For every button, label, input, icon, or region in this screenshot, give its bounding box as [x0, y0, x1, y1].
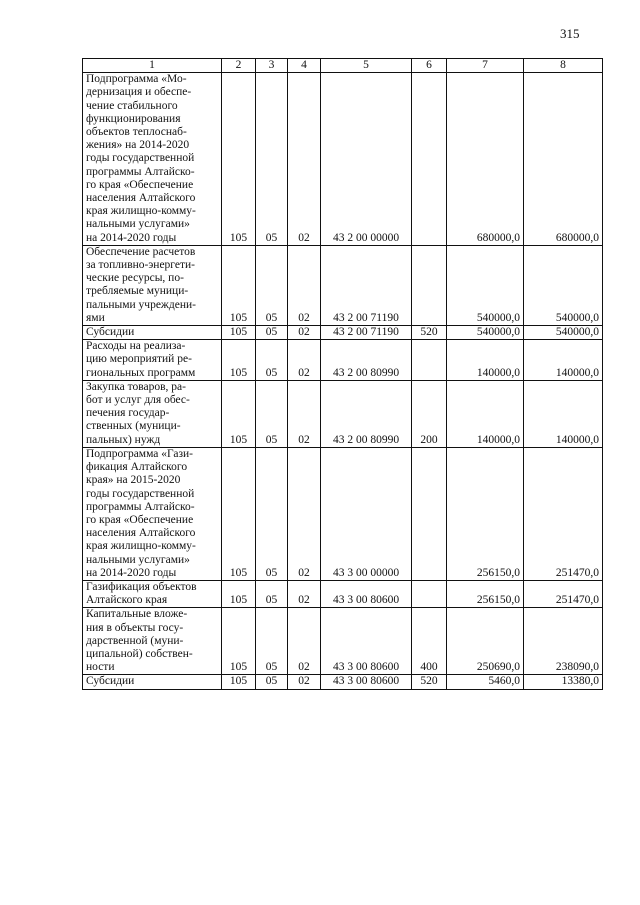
row-name-cell: Газификация объектов Алтайского края — [83, 580, 222, 607]
table-row — [83, 245, 603, 325]
subsection-code-cell: 02 — [288, 340, 321, 381]
subsection-code-cell: 02 — [288, 245, 321, 325]
amount-year2-cell: 251470,0 — [524, 447, 603, 580]
column-number-2: 2 — [222, 59, 256, 73]
table-row — [83, 326, 603, 340]
row-name-cell: Подпрограмма «Мо- дернизация и обеспе- чение стабильного функционирования объектов теплоснаб- жения» на 2014-2020 годы государственной программы Алтайско- го края «Обеспечение населения Алтайского края жилищно-комму- нальными услугами» на 2014-2020 годы — [83, 73, 222, 246]
amount-year2-cell: 238090,0 — [524, 608, 603, 675]
column-number-4: 4 — [288, 59, 321, 73]
admin-code-cell: 105 — [222, 447, 256, 580]
amount-year2-cell: 540000,0 — [524, 245, 603, 325]
section-code-cell: 05 — [256, 73, 288, 246]
amount-year2-cell: 13380,0 — [524, 675, 603, 689]
admin-code-cell: 105 — [222, 245, 256, 325]
row-name-cell: Обеспечение расчетов за топливно-энергети- ческие ресурсы, по- требляемые муници- пальными учреждени- ями — [83, 245, 222, 325]
expense-type-cell — [412, 73, 447, 246]
expense-type-cell: 520 — [412, 675, 447, 689]
amount-year1-cell: 250690,0 — [447, 608, 524, 675]
section-code-cell: 05 — [256, 245, 288, 325]
row-name-cell: Закупка товаров, ра- бот и услуг для обес- печения государ- ственных (муници- пальных) нужд — [83, 380, 222, 447]
subsection-code-cell: 02 — [288, 675, 321, 689]
row-name-cell: Субсидии — [83, 326, 222, 340]
subsection-code-cell: 02 — [288, 326, 321, 340]
section-code-cell: 05 — [256, 340, 288, 381]
column-number-7: 7 — [447, 59, 524, 73]
subsection-code-cell: 02 — [288, 73, 321, 246]
amount-year1-cell: 140000,0 — [447, 380, 524, 447]
amount-year1-cell: 5460,0 — [447, 675, 524, 689]
amount-year2-cell: 140000,0 — [524, 340, 603, 381]
table-row — [83, 675, 603, 689]
admin-code-cell: 105 — [222, 675, 256, 689]
budget-table — [82, 58, 603, 690]
column-number-3: 3 — [256, 59, 288, 73]
admin-code-cell: 105 — [222, 73, 256, 246]
column-number-8: 8 — [524, 59, 603, 73]
amount-year1-cell: 256150,0 — [447, 580, 524, 607]
subsection-code-cell: 02 — [288, 447, 321, 580]
target-article-cell: 43 3 00 80600 — [321, 580, 412, 607]
target-article-cell: 43 2 00 80990 — [321, 380, 412, 447]
row-name-cell: Субсидии — [83, 675, 222, 689]
subsection-code-cell: 02 — [288, 580, 321, 607]
amount-year2-cell: 540000,0 — [524, 326, 603, 340]
subsection-code-cell: 02 — [288, 608, 321, 675]
expense-type-cell: 400 — [412, 608, 447, 675]
subsection-code-cell: 02 — [288, 380, 321, 447]
admin-code-cell: 105 — [222, 326, 256, 340]
column-number-row — [83, 59, 603, 73]
row-name-cell: Капитальные вложе- ния в объекты госу- дарственной (муни- ципальной) собствен- ности — [83, 608, 222, 675]
target-article-cell: 43 3 00 80600 — [321, 608, 412, 675]
section-code-cell: 05 — [256, 380, 288, 447]
page-number: 315 — [560, 26, 580, 41]
target-article-cell: 43 3 00 80600 — [321, 675, 412, 689]
amount-year1-cell: 256150,0 — [447, 447, 524, 580]
admin-code-cell: 105 — [222, 340, 256, 381]
table-row — [83, 340, 603, 381]
amount-year1-cell: 540000,0 — [447, 326, 524, 340]
row-name-cell: Расходы на реализа- цию мероприятий ре- гиональных программ — [83, 340, 222, 381]
row-name-cell: Подпрограмма «Гази- фикация Алтайского края» на 2015-2020 годы государственной программы Алтайско- го края «Обеспечение населения Алтайского края жилищно-комму- нальными услугами» на 2014-2020 годы — [83, 447, 222, 580]
section-code-cell: 05 — [256, 447, 288, 580]
amount-year1-cell: 680000,0 — [447, 73, 524, 246]
section-code-cell: 05 — [256, 608, 288, 675]
target-article-cell: 43 2 00 00000 — [321, 73, 412, 246]
target-article-cell: 43 3 00 00000 — [321, 447, 412, 580]
expense-type-cell: 200 — [412, 380, 447, 447]
section-code-cell: 05 — [256, 675, 288, 689]
amount-year2-cell: 140000,0 — [524, 380, 603, 447]
table-row — [83, 380, 603, 447]
amount-year2-cell: 680000,0 — [524, 73, 603, 246]
expense-type-cell — [412, 580, 447, 607]
expense-type-cell — [412, 340, 447, 381]
expense-type-cell — [412, 447, 447, 580]
amount-year1-cell: 540000,0 — [447, 245, 524, 325]
table-row — [83, 580, 603, 607]
table-row — [83, 447, 603, 580]
target-article-cell: 43 2 00 80990 — [321, 340, 412, 381]
target-article-cell: 43 2 00 71190 — [321, 245, 412, 325]
amount-year1-cell: 140000,0 — [447, 340, 524, 381]
table-row — [83, 73, 603, 246]
admin-code-cell: 105 — [222, 380, 256, 447]
expense-type-cell: 520 — [412, 326, 447, 340]
target-article-cell: 43 2 00 71190 — [321, 326, 412, 340]
admin-code-cell: 105 — [222, 608, 256, 675]
column-number-5: 5 — [321, 59, 412, 73]
amount-year2-cell: 251470,0 — [524, 580, 603, 607]
column-number-1: 1 — [83, 59, 222, 73]
expense-type-cell — [412, 245, 447, 325]
section-code-cell: 05 — [256, 580, 288, 607]
admin-code-cell: 105 — [222, 580, 256, 607]
section-code-cell: 05 — [256, 326, 288, 340]
column-number-6: 6 — [412, 59, 447, 73]
table-row — [83, 608, 603, 675]
